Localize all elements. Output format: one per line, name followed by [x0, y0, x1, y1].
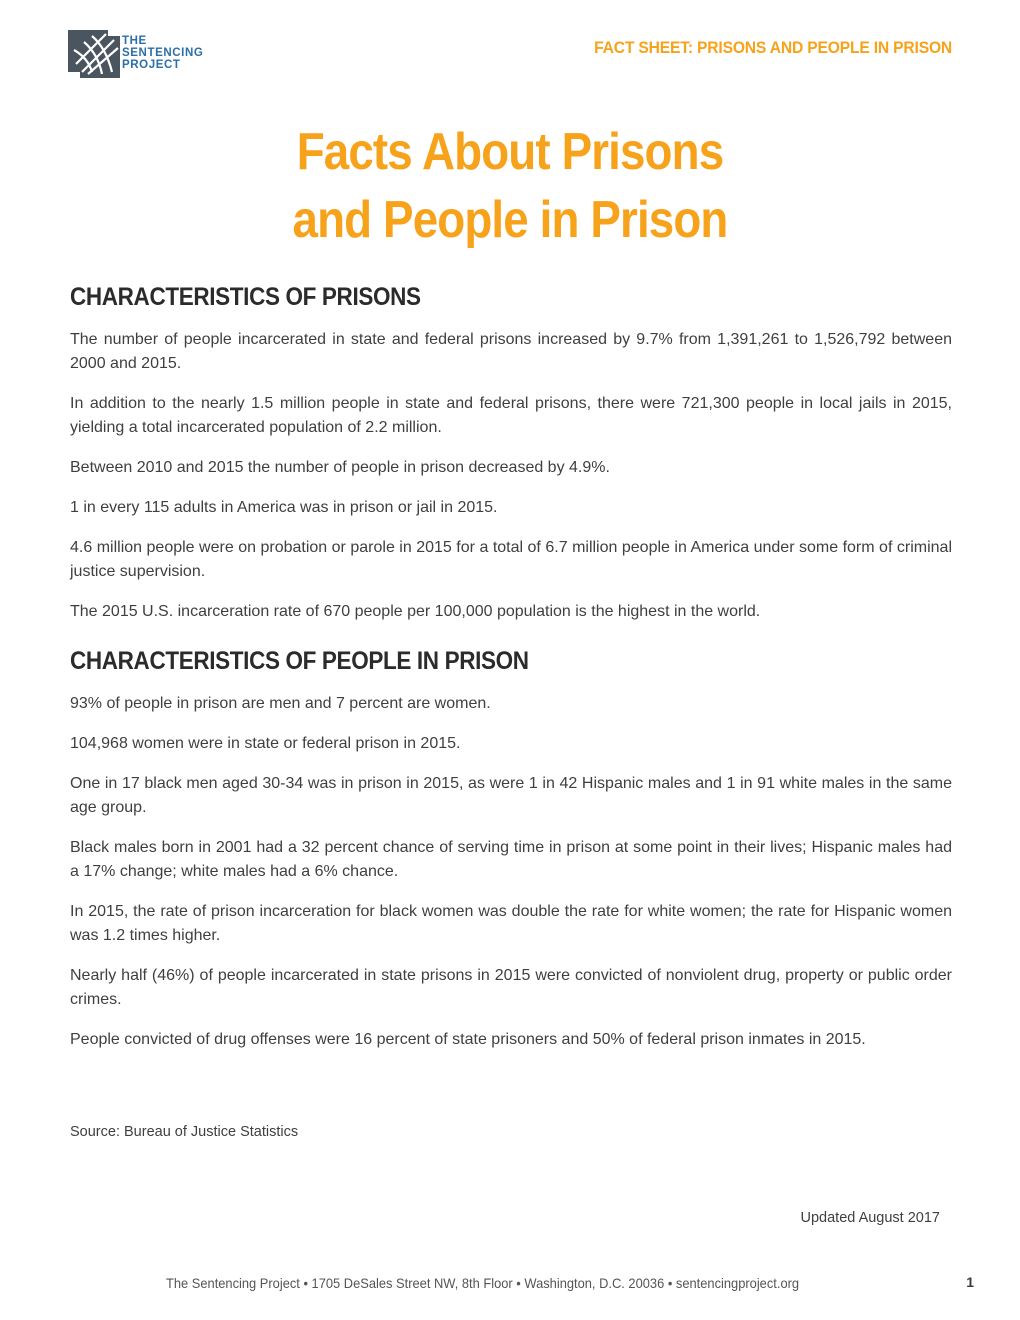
- page-title: [0, 118, 1020, 254]
- page-number: 1: [966, 1274, 974, 1290]
- updated-date: Updated August 2017: [800, 1210, 940, 1226]
- paragraph: One in 17 black men aged 30-34 was in prison in 2015, as were 1 in 42 Hispanic males and 1 in 91 white males in the same age group.: [70, 775, 952, 816]
- fact-sheet-header-title: FACT SHEET: PRISONS AND PEOPLE IN PRISON: [594, 38, 952, 57]
- logo-line-3: PROJECT: [122, 59, 181, 71]
- page-title-line-2: and People in Prison: [292, 191, 728, 249]
- section-heading-people: CHARACTERISTICS OF PEOPLE IN PRISON: [70, 647, 529, 675]
- paragraph: 104,968 women were in state or federal prison in 2015.: [70, 735, 461, 752]
- footer-address: The Sentencing Project • 1705 DeSales Street NW, 8th Floor • Washington, D.C. 20036 • sentencingproject.org: [166, 1275, 800, 1291]
- paragraph: In addition to the nearly 1.5 million people in state and federal prisons, there were 721,300 people in local jails in 2015, yielding a total incarcerated population of 2.2 million.: [70, 395, 952, 436]
- logo-line-1: THE: [122, 35, 147, 47]
- paragraph: In 2015, the rate of prison incarceration for black women was double the rate for white women; the rate for Hispanic women was 1.2 times higher.: [70, 903, 952, 944]
- page-header: [0, 0, 1020, 90]
- page-title-line-1: Facts About Prisons: [296, 123, 724, 181]
- sentencing-project-logo: [68, 28, 203, 78]
- paragraph: Nearly half (46%) of people incarcerated in state prisons in 2015 were convicted of nonviolent drug, property or public order crimes.: [70, 967, 952, 1008]
- source-note: Source: Bureau of Justice Statistics: [70, 1124, 299, 1140]
- paragraph: Black males born in 2001 had a 32 percent chance of serving time in prison at some point in their lives; Hispanic males had a 17% change; white males had a 6% chance.: [70, 839, 952, 880]
- paragraph: The number of people incarcerated in state and federal prisons increased by 9.7% from 1,391,261 to 1,526,792 between 2000 and 2015.: [70, 331, 952, 372]
- paragraph: 1 in every 115 adults in America was in prison or jail in 2015.: [70, 499, 498, 516]
- section-heading-prisons: CHARACTERISTICS OF PRISONS: [70, 283, 421, 311]
- paragraph: The 2015 U.S. incarceration rate of 670 people per 100,000 population is the highest in the world.: [70, 603, 761, 620]
- logo-mark-icon: [68, 28, 120, 78]
- main-content: [70, 280, 952, 1052]
- paragraph: People convicted of drug offenses were 16 percent of state prisoners and 50% of federal prison inmates in 2015.: [70, 1031, 866, 1048]
- paragraph: 93% of people in prison are men and 7 percent are women.: [70, 695, 491, 712]
- logo-text: [122, 35, 203, 71]
- paragraph: 4.6 million people were on probation or parole in 2015 for a total of 6.7 million people in America under some form of criminal justice supervision.: [70, 539, 952, 580]
- paragraph: Between 2010 and 2015 the number of people in prison decreased by 4.9%.: [70, 459, 610, 476]
- logo-line-2: SENTENCING: [122, 47, 204, 59]
